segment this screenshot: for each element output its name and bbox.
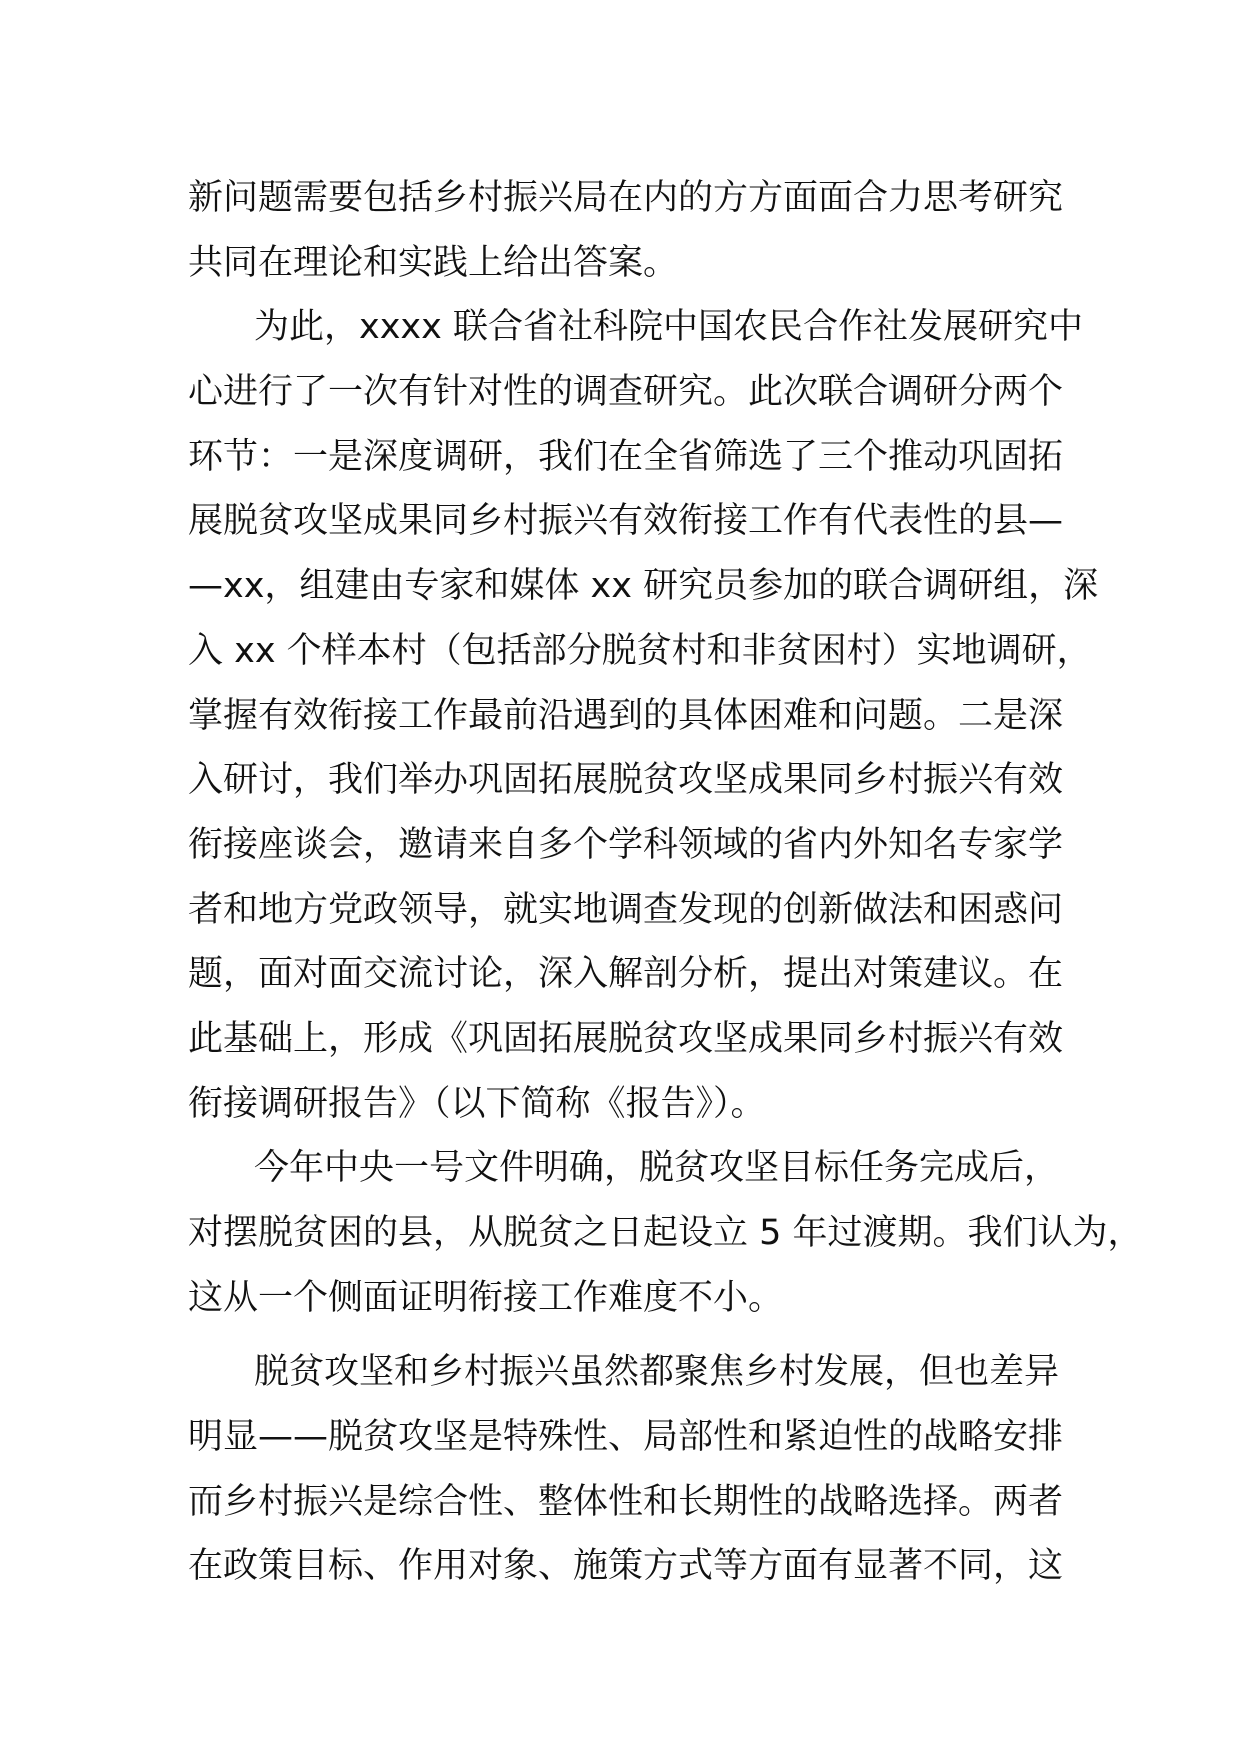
text-line: 在政策目标、作用对象、施策方式等方面有显著不同，这 [188, 1546, 1064, 1587]
text-line: 入研讨，我们举办巩固拓展脱贫攻坚成果同乡村振兴有效 [188, 760, 1064, 801]
text-line: 共同在理论和实践上给出答案。 [188, 242, 679, 283]
text-line: 题，面对面交流讨论，深入解剖分析，提出对策建议。在 [188, 954, 1064, 995]
text-line: 明显——脱贫攻坚是特殊性、局部性和紧迫性的战略安排 [188, 1417, 1064, 1458]
text-line: 脱贫攻坚和乡村振兴虽然都聚焦乡村发展，但也差异 [254, 1352, 1060, 1393]
text-line: 环节：一是深度调研，我们在全省筛选了三个推动巩固拓 [188, 436, 1064, 477]
text-line: 此基础上，形成《巩固拓展脱贫攻坚成果同乡村振兴有效 [188, 1018, 1064, 1059]
paragraph-spacing [188, 1330, 1088, 1340]
text-line: 心进行了一次有针对性的调查研究。此次联合调研分两个 [188, 372, 1064, 413]
text-line: 入 xx 个样本村（包括部分脱贫村和非贫困村）实地调研， [188, 630, 1092, 671]
paragraph [188, 295, 1099, 1136]
text-line: 掌握有效衔接工作最前沿遇到的具体困难和问题。二是深 [188, 695, 1064, 736]
paragraph [188, 1340, 1088, 1599]
text-line: 今年中央一号文件明确，脱贫攻坚目标任务完成后， [254, 1148, 1060, 1189]
text-line: 展脱贫攻坚成果同乡村振兴有效衔接工作有代表性的县— [188, 501, 1064, 542]
document-body [188, 166, 1143, 1599]
paragraph [188, 1136, 1143, 1330]
text-line: 这从一个侧面证明衔接工作难度不小。 [188, 1277, 784, 1318]
text-line: 新问题需要包括乡村振兴局在内的方方面面合力思考研究 [188, 178, 1064, 218]
text-line: 衔接座谈会，邀请来自多个学科领域的省内外知名专家学 [188, 824, 1064, 865]
text-line: 衔接调研报告》（以下简称《报告》）。 [188, 1083, 766, 1124]
text-line: 者和地方党政领导，就实地调查发现的创新做法和困惑问 [188, 889, 1064, 930]
text-line: 对摆脱贫困的县，从脱贫之日起设立 5 年过渡期。我们认为， [188, 1213, 1143, 1253]
text-line: —xx，组建由专家和媒体 xx 研究员参加的联合调研组，深 [188, 566, 1099, 607]
paragraph [188, 166, 1088, 295]
text-line: 为此，xxxx 联合省社科院中国农民合作社发展研究中 [254, 307, 1083, 348]
text-line: 而乡村振兴是综合性、整体性和长期性的战略选择。两者 [188, 1481, 1064, 1522]
